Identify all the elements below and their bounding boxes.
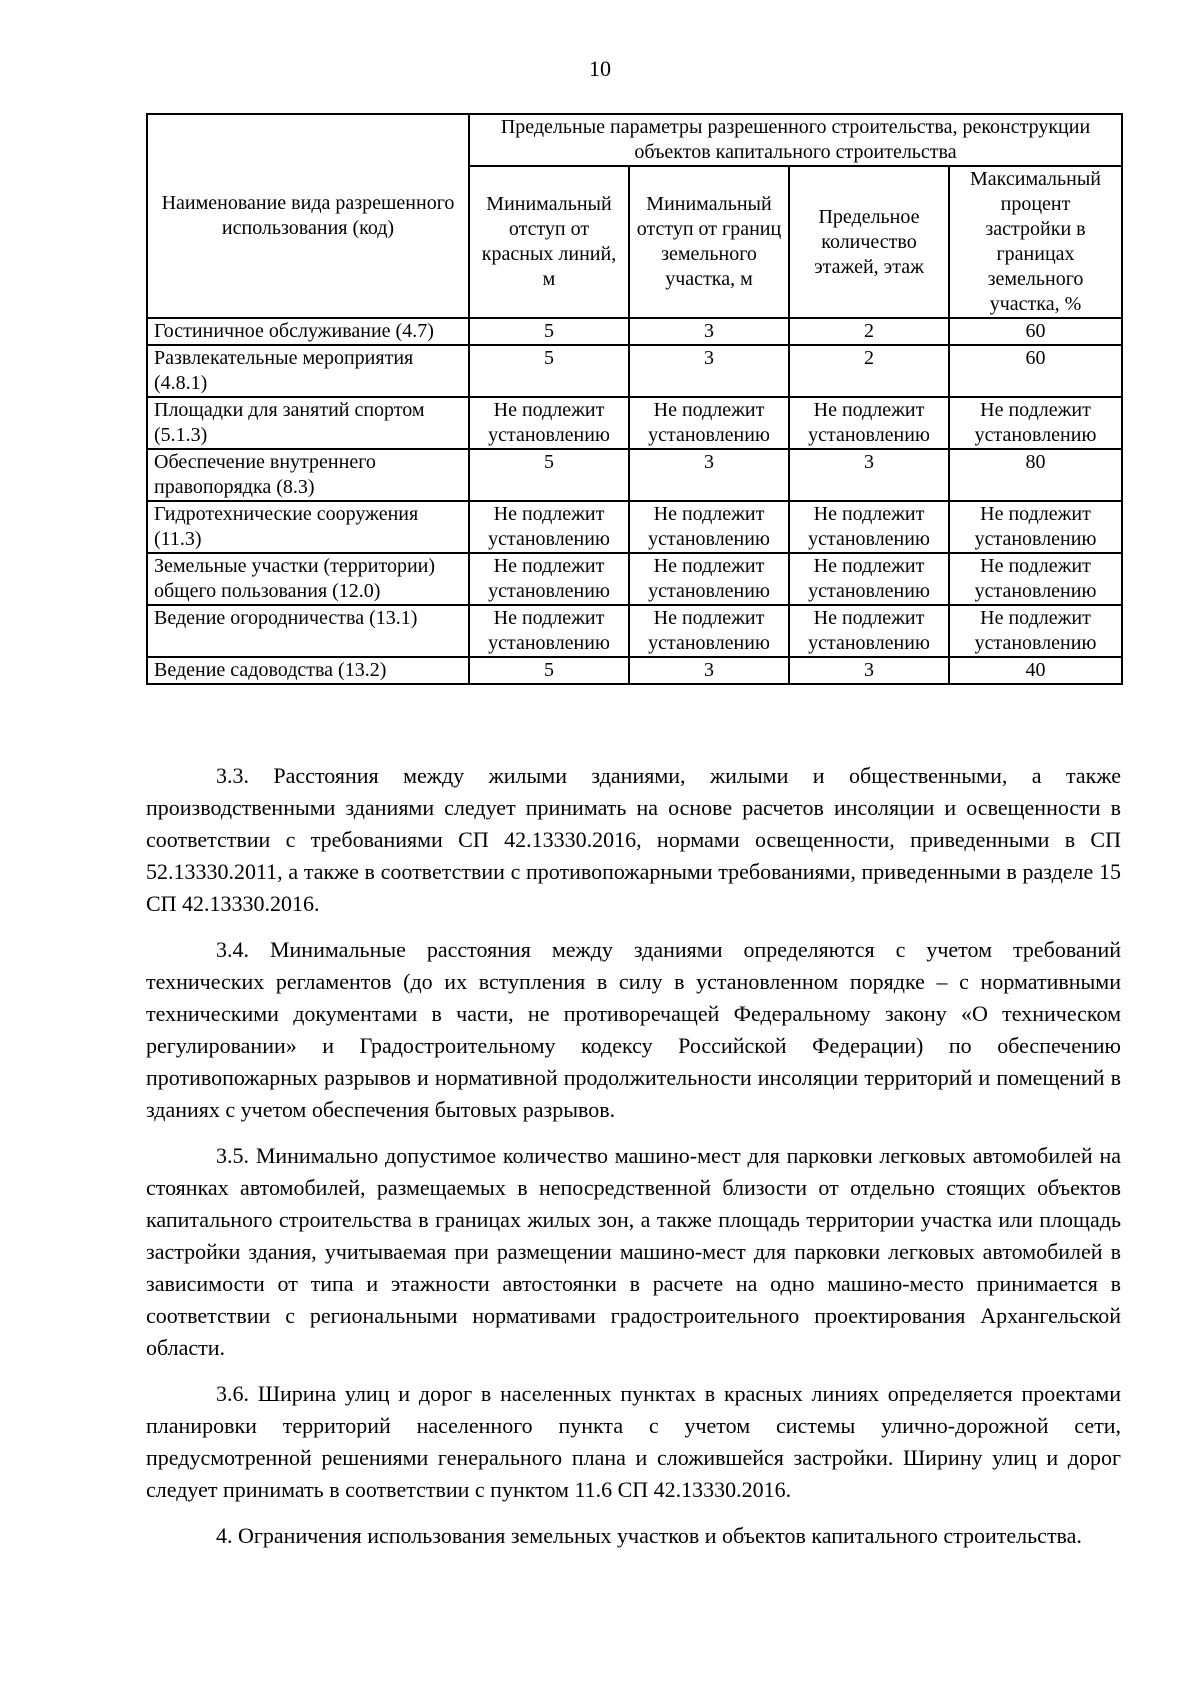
column-header: Максимальный процент застройки в границах земельного участка, % bbox=[949, 166, 1122, 318]
page-number: 10 bbox=[589, 56, 611, 81]
row-name: Ведение садоводства (13.2) bbox=[147, 657, 469, 684]
column-header: Минимальный отступ от границ земельного участка, м bbox=[629, 166, 789, 318]
cell-value: Не подлежит установлению bbox=[469, 605, 629, 657]
cell-value: 3 bbox=[789, 449, 949, 501]
row-name: Ведение огородничества (13.1) bbox=[147, 605, 469, 657]
cell-value: Не подлежит установлению bbox=[949, 605, 1122, 657]
cell-value: Не подлежит установлению bbox=[789, 553, 949, 605]
column-header-name: Наименование вида разрешенного использования (код) bbox=[147, 114, 469, 318]
parameters-table bbox=[146, 113, 1123, 685]
cell-value: Не подлежит установлению bbox=[949, 501, 1122, 553]
cell-value: 5 bbox=[469, 657, 629, 684]
cell-value: 5 bbox=[469, 318, 629, 345]
cell-value: Не подлежит установлению bbox=[789, 501, 949, 553]
table-row bbox=[147, 657, 1122, 684]
cell-value: Не подлежит установлению bbox=[629, 553, 789, 605]
cell-value: 80 bbox=[949, 449, 1122, 501]
table-row bbox=[147, 449, 1122, 501]
table-row bbox=[147, 345, 1122, 397]
cell-value: 3 bbox=[629, 345, 789, 397]
paragraph-3-6: 3.6. Ширина улиц и дорог в населенных пунктах в красных линиях определяется проектами планировки территорий населенного пункта с учетом системы улично-дорожной сети, предусмотренной решениями генерального плана и сложившейся застройки. Ширину улиц и дорог следует принимать в соответствии с пунктом 11.6 СП 42.13330.2016. bbox=[146, 1381, 1121, 1502]
cell-value: Не подлежит установлению bbox=[629, 397, 789, 449]
cell-value: Не подлежит установлению bbox=[469, 501, 629, 553]
cell-value: Не подлежит установлению bbox=[789, 605, 949, 657]
paragraph-3-5: 3.5. Минимально допустимое количество машино-мест для парковки легковых автомобилей на стоянках автомобилей, размещаемых в непосредственной близости от отдельно стоящих объектов капитального строительства в границах жилых зон, а также площадь территории участка или площадь застройки здания, учитываемая при размещении машино-мест для парковки легковых автомобилей в зависимости от типа и этажности автостоянки в расчете на одно машино-место принимается в соответствии с региональными нормативами градостроительного проектирования Архангельской области. bbox=[146, 1143, 1121, 1360]
cell-value: Не подлежит установлению bbox=[469, 553, 629, 605]
cell-value: Не подлежит установлению bbox=[629, 501, 789, 553]
paragraph-4: 4. Ограничения использования земельных участков и объектов капитального строительства. bbox=[216, 1523, 1082, 1548]
group-header: Предельные параметры разрешенного строительства, реконструкции объектов капитального строительства bbox=[469, 114, 1122, 166]
cell-value: Не подлежит установлению bbox=[949, 553, 1122, 605]
cell-value: Не подлежит установлению bbox=[469, 397, 629, 449]
column-header: Предельное количество этажей, этаж bbox=[789, 166, 949, 318]
cell-value: 3 bbox=[629, 449, 789, 501]
paragraph-3-3: 3.3. Расстояния между жилыми зданиями, жилыми и общественными, а также производственными зданиями следует принимать на основе расчетов инсоляции и освещенности в соответствии с требованиями СП 42.13330.2016, нормами освещенности, приведенными в СП 52.13330.2011, а также в соответствии с противопожарными требованиями, приведенными в разделе 15 СП 42.13330.2016. bbox=[146, 763, 1121, 916]
cell-value: 60 bbox=[949, 345, 1122, 397]
table-row bbox=[147, 553, 1122, 605]
cell-value: Не подлежит установлению bbox=[629, 605, 789, 657]
cell-value: 3 bbox=[789, 657, 949, 684]
cell-value: 2 bbox=[789, 345, 949, 397]
body-text bbox=[146, 760, 1121, 1566]
paragraph-3-4: 3.4. Минимальные расстояния между зданиями определяются с учетом требований технических регламентов (до их вступления в силу в установленном порядке – с нормативными техническими документами в части, не противоречащей Федеральному закону «О техническом регулировании» и Градостроительному кодексу Российской Федерации) по обеспечению противопожарных разрывов и нормативной продолжительности инсоляции территорий и помещений в зданиях с учетом обеспечения бытовых разрывов. bbox=[146, 937, 1121, 1122]
row-name: Земельные участки (территории) общего пользования (12.0) bbox=[147, 553, 469, 605]
table-row bbox=[147, 318, 1122, 345]
cell-value: 5 bbox=[469, 449, 629, 501]
cell-value: Не подлежит установлению bbox=[949, 397, 1122, 449]
cell-value: 3 bbox=[629, 318, 789, 345]
cell-value: 5 bbox=[469, 345, 629, 397]
table-row bbox=[147, 501, 1122, 553]
cell-value: 40 bbox=[949, 657, 1122, 684]
table-row bbox=[147, 605, 1122, 657]
column-header: Минимальный отступ от красных линий, м bbox=[469, 166, 629, 318]
row-name: Развлекательные мероприятия (4.8.1) bbox=[147, 345, 469, 397]
row-name: Гидротехнические сооружения (11.3) bbox=[147, 501, 469, 553]
cell-value: 60 bbox=[949, 318, 1122, 345]
row-name: Площадки для занятий спортом (5.1.3) bbox=[147, 397, 469, 449]
row-name: Гостиничное обслуживание (4.7) bbox=[147, 318, 469, 345]
cell-value: Не подлежит установлению bbox=[789, 397, 949, 449]
row-name: Обеспечение внутреннего правопорядка (8.3) bbox=[147, 449, 469, 501]
cell-value: 3 bbox=[629, 657, 789, 684]
table-row bbox=[147, 397, 1122, 449]
cell-value: 2 bbox=[789, 318, 949, 345]
